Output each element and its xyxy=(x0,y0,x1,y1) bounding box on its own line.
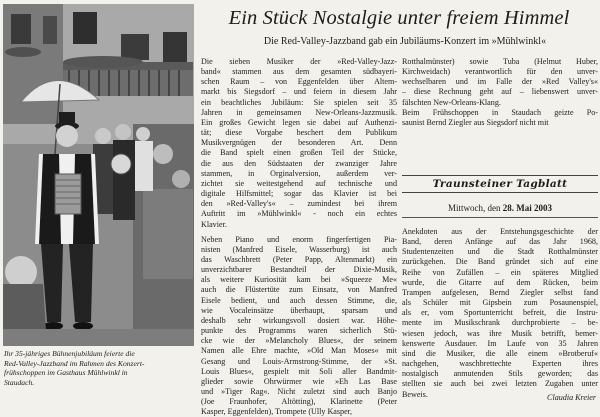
band-photo xyxy=(3,4,194,346)
text-line: zurückgehen. Die Band gründet sich auf eine xyxy=(402,257,598,267)
newspaper-name: Traunsteiner Tagblatt xyxy=(402,175,598,193)
text-line: Gesang und Louis-Armstrong-Stimme, der »St. xyxy=(201,356,397,366)
text-line: die Band spielt einen großen Teil der Stücke, xyxy=(201,148,397,158)
article-column-1 xyxy=(201,57,397,417)
text-line: ein beachtliches Jubiläum: Sie spielen seit 35 xyxy=(201,97,397,107)
text-line: den »Red-Valley's« – zumindest bei ihrem xyxy=(201,199,397,209)
date-prefix: Mittwoch, den xyxy=(448,203,501,213)
text-line: Musikvergnügen der besonderen Art. Denn xyxy=(201,138,397,148)
text-line: Rotthalmünster) sowie Tuba (Helmut Huber, xyxy=(402,57,598,66)
text-line: fälschten New-Orleans-Klang. xyxy=(402,97,501,107)
text-line: zichtet sie weitestgehend auf technische und xyxy=(201,178,397,188)
text-line: Reihe von Zufällen – ein späteres Mitglied xyxy=(402,267,598,277)
text-line: die aus den Südstaaten der zwanziger Jahre xyxy=(201,158,397,168)
text-line: Studentenzeiten und die Stadt Rotthalmünster xyxy=(402,247,598,257)
caption-line: frühschoppen im Gasthaus Mühlwinkl in xyxy=(4,368,128,378)
text-line: markt bis Siegsdorf – und feiern in diesem Jahr xyxy=(201,87,397,97)
text-line: Band, deren Anfänge auf das Jahr 1968, xyxy=(402,237,598,247)
text-line: deshalb sehr wirkungsvoll dosiert war. Höhe- xyxy=(201,315,397,325)
text-line: das Waschbrett (Peter Papp, Altenmarkt) ein xyxy=(201,254,397,264)
text-line: glieder sowie Ohrwürmer wie »Eh Las Base xyxy=(201,376,397,386)
text-line: sind die Musiker, die alle einem »Brotberuf« xyxy=(402,348,598,358)
text-line: band« stammen aus dem gesamten südbayeri- xyxy=(201,67,397,77)
article-column-3 xyxy=(402,227,598,400)
text-line: stellten sie auch bei zwei letzten Zugaben unter xyxy=(402,379,598,389)
text-line: digitale Hilfsmittel; sogar das Klavier ist bei xyxy=(201,189,397,199)
text-line: cke wie der »Melancholy Blues«, der seinem xyxy=(201,336,397,346)
text-line: kenswerte Ausdauer. Im Laufe von 35 Jahren xyxy=(402,338,598,348)
article-author: Claudia Kreier xyxy=(547,393,596,402)
article-subheadline: Die Red-Valley-Jazzband gab ein Jubiläums-Konzert im »Mühlwinkl« xyxy=(263,36,547,47)
text-line: Anekdoten aus der Entstehungsgeschichte der xyxy=(402,227,598,236)
text-line: wiesen jedoch, was ihre Musik betrifft, bemer- xyxy=(402,328,598,338)
text-line: punkte des Programms waren sicherlich Stü- xyxy=(201,326,397,336)
text-line: wurde, die Gitarre auf dem Rücken, beim xyxy=(402,277,598,287)
publication-date: 28. Mai 2003 xyxy=(502,203,552,213)
text-line: Louis Blues«, gespielt mit Soli aller Bandmit- xyxy=(201,366,397,376)
article-headline: Ein Stück Nostalgie unter freiem Himmel xyxy=(228,7,570,29)
text-line: stammen, in Orginalversion, außerdem ver- xyxy=(201,168,397,178)
text-line: Kirchweidach) verantwortlich für den unver- xyxy=(402,67,598,77)
text-line: und »Tiger Rag«. Nicht zuletzt sind auch Banjo xyxy=(201,387,397,396)
text-line: Kasper, Eggenfelden), Trompete (Ully Kasper, xyxy=(201,407,353,417)
article-column-2 xyxy=(402,57,598,128)
text-line: saunist Bernd Ziegler aus Siegsdorf nicht mit xyxy=(402,117,549,127)
text-line: Beweis. xyxy=(402,389,428,399)
caption-line: Red-Valley-Jazzband im Rahmen des Konzert- xyxy=(4,358,145,368)
text-line: Beim Frühschoppen in Staudach geizte Po- xyxy=(402,107,598,117)
text-line: wie Vocaleinsätze überhaupt, sparsam und xyxy=(201,305,397,315)
photo-caption xyxy=(4,349,196,387)
caption-line: Ihr 35-jähriges Bühnenjubiläum feierte die xyxy=(4,349,135,358)
text-line: schen Raum – von Eggenfelden über Altem- xyxy=(201,77,397,87)
text-line: tät; diese Vorgabe beschert dem Publikum xyxy=(201,128,397,138)
text-line: als weitere Kuriosität kam bei »Squeeze Me« xyxy=(201,275,397,285)
text-line: wechselbaren und im Falle der »Red Valley's« xyxy=(402,77,598,87)
text-line: als Schüler mit Gipsbein zum Posaunenspiel, xyxy=(402,298,598,308)
publication-date-line xyxy=(402,203,598,218)
text-line: nisten (Manfred Eisele, Wasserburg) ist auch xyxy=(201,244,397,254)
text-line: auch die Flüstertüte zum Einsatz, von Manfred xyxy=(201,285,397,295)
text-line: Trampen aufgelesen, Bernd Ziegler selbst fand xyxy=(402,287,598,297)
text-line: – diese Rechnung geht auf – liebenswert unver- xyxy=(402,87,598,97)
text-line: Klavier. xyxy=(201,219,227,229)
caption-line: Staudach. xyxy=(4,377,35,387)
text-line: nachgehen, waschbrettechte Experten ihres xyxy=(402,359,598,369)
text-line: mente im Musikschrank durchprobierte – be- xyxy=(402,318,598,328)
text-line: Neben Piano und enorm fingerfertigen Pia- xyxy=(201,234,397,244)
text-line: Eisele bedient, und auch dessen Stimme, die, xyxy=(201,295,397,305)
text-line: Namen alle Ehre machte, »Old Man Moses« mit xyxy=(201,346,397,356)
text-line: Die sieben Musiker der »Red-Valley-Jazz- xyxy=(201,57,397,66)
text-line: Ein großes Gewicht legen sie dabei auf Authenzi- xyxy=(201,117,397,127)
text-line: nostalgisch anmutenden Stils geworden; das xyxy=(402,369,598,379)
text-line: als er, vom Sportunterricht befreit, die Instru- xyxy=(402,308,598,318)
text-line: Auftritt im »Mühlwinkl« - noch ein echtes xyxy=(201,209,397,219)
text-line: unverzichtbarer Bestandteil der Dixie-Musik, xyxy=(201,265,397,275)
text-line: (Joe Fraunhofer, Altötting), Klarinette (Peter xyxy=(201,397,397,407)
text-line: Jahren in gemeinsamen New-Orleans-Jazzmusik. xyxy=(201,107,397,117)
